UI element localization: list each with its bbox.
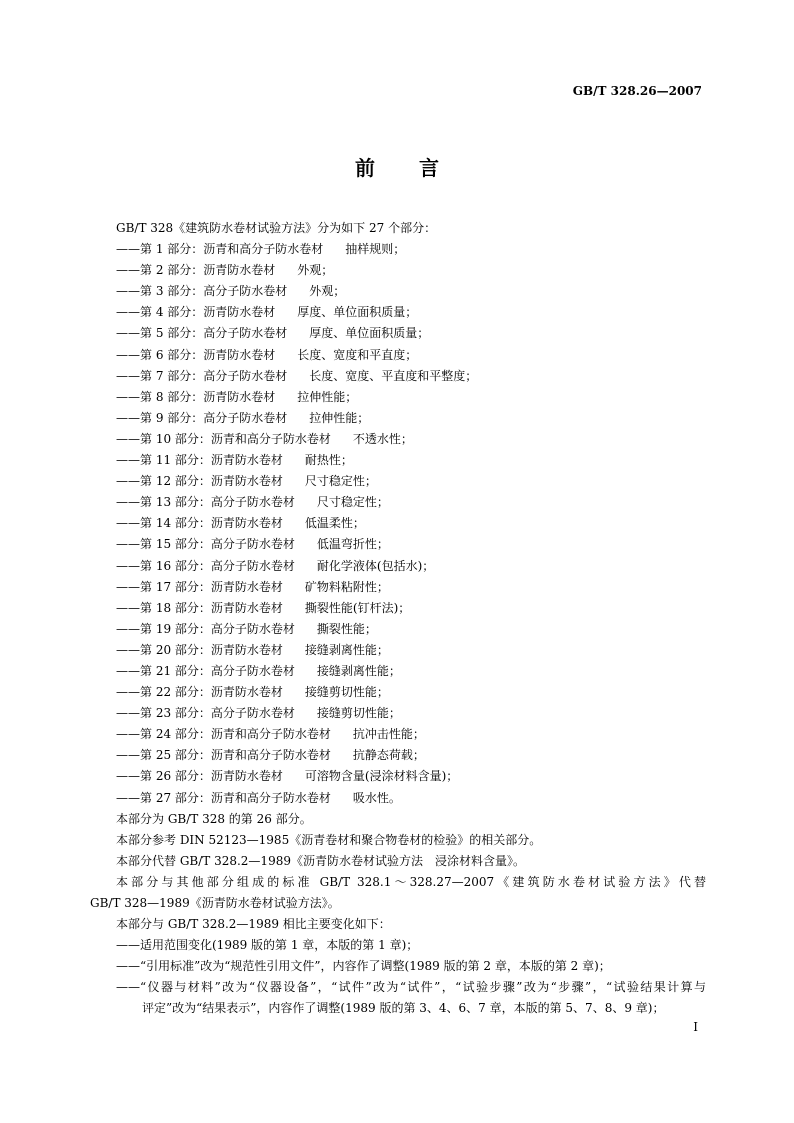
- part-list-item: [90, 640, 706, 661]
- part-list-item: [90, 471, 706, 492]
- part-number-label: ——第 9 部分：高分子防水卷材: [116, 410, 288, 425]
- page-title: 前言: [355, 156, 483, 180]
- statement-reference: 本部分参考 DIN 52123—1985《沥青卷材和聚合物卷材的检验》的相关部分。: [116, 832, 542, 847]
- part-list-item: [90, 281, 706, 302]
- part-number-label: ——第 21 部分：高分子防水卷材: [116, 663, 295, 678]
- parts-list: [90, 239, 706, 809]
- change-item-scope: ——适用范围变化(1989 版的第 1 章，本版的第 1 章)；: [116, 938, 419, 953]
- part-description: 矿物料粘附性；: [304, 579, 389, 594]
- part-description: 不透水性；: [352, 431, 413, 446]
- part-description: 尺寸稳定性；: [316, 495, 389, 510]
- change-item-instruments-line-1: ——“仪器与材料”改为“仪器设备”，“试件”改为“试件”，“试验步骤”改为“步骤”，“试验结果计算与: [116, 980, 706, 995]
- part-list-item: [90, 513, 706, 534]
- change-item-references: ——“引用标准”改为“规范性引用文件”，内容作了调整(1989 版的第 2 章，本版的第 2 章)；: [116, 959, 611, 974]
- part-description: 抽样规则；: [345, 242, 406, 257]
- part-list-item: [90, 534, 706, 555]
- part-list-item: [90, 492, 706, 513]
- foreword-body: [90, 218, 706, 1020]
- part-number-label: ——第 15 部分：高分子防水卷材: [116, 537, 295, 552]
- part-number-label: ——第 2 部分：沥青防水卷材: [116, 263, 276, 278]
- part-description: 外观；: [309, 284, 346, 299]
- part-description: 拉伸性能；: [309, 410, 370, 425]
- part-description: 抗冲击性能；: [352, 727, 425, 742]
- part-description: 长度、宽度、平直度和平整度；: [309, 368, 478, 383]
- change-item-instruments-line-2: 评定”改为“结果表示”，内容作了调整(1989 版的第 3、4、6、7 章，本版的第 5、7、8、9 章)；: [142, 1001, 665, 1016]
- part-number-label: ——第 18 部分：沥青防水卷材: [116, 600, 283, 615]
- part-list-item: [90, 703, 706, 724]
- part-description: 撕裂性能(钉杆法)；: [304, 600, 411, 615]
- part-number-label: ——第 17 部分：沥青防水卷材: [116, 579, 283, 594]
- part-description: 长度、宽度和平直度；: [297, 347, 418, 362]
- page-number: I: [693, 1020, 698, 1034]
- statement-composition-line-1: 本部分与其他部分组成的标准 GB/T 328.1～328.27—2007《建筑防水卷材试验方法》代替: [116, 874, 706, 889]
- part-number-label: ——第 26 部分：沥青防水卷材: [116, 769, 283, 784]
- part-list-item: [90, 302, 706, 323]
- part-list-item: [90, 577, 706, 598]
- part-description: 接缝剥离性能；: [316, 663, 401, 678]
- part-list-item: [90, 682, 706, 703]
- part-description: 抗静态荷载；: [352, 748, 425, 763]
- part-number-label: ——第 7 部分：高分子防水卷材: [116, 368, 288, 383]
- part-description: 撕裂性能；: [316, 621, 377, 636]
- part-list-item: [90, 745, 706, 766]
- part-number-label: ——第 8 部分：沥青防水卷材: [116, 389, 276, 404]
- part-description: 低温弯折性；: [316, 537, 389, 552]
- part-number-label: ——第 14 部分：沥青防水卷材: [116, 516, 283, 531]
- part-number-label: ——第 5 部分：高分子防水卷材: [116, 326, 288, 341]
- part-list-item: [90, 408, 706, 429]
- part-number-label: ——第 16 部分：高分子防水卷材: [116, 558, 295, 573]
- statement-part-number: 本部分为 GB/T 328 的第 26 部分。: [116, 811, 312, 826]
- part-number-label: ——第 19 部分：高分子防水卷材: [116, 621, 295, 636]
- part-description: 外观；: [297, 263, 334, 278]
- part-list-item: [90, 239, 706, 260]
- part-number-label: ——第 20 部分：沥青防水卷材: [116, 642, 283, 657]
- part-number-label: ——第 13 部分：高分子防水卷材: [116, 495, 295, 510]
- part-description: 厚度、单位面积质量；: [309, 326, 430, 341]
- part-number-label: ——第 6 部分：沥青防水卷材: [116, 347, 276, 362]
- part-list-item: [90, 450, 706, 471]
- part-number-label: ——第 23 部分：高分子防水卷材: [116, 706, 295, 721]
- part-list-item: [90, 345, 706, 366]
- part-list-item: [90, 788, 706, 809]
- part-description: 尺寸稳定性；: [304, 474, 377, 489]
- part-list-item: [90, 661, 706, 682]
- part-number-label: ——第 3 部分：高分子防水卷材: [116, 284, 288, 299]
- part-number-label: ——第 10 部分：沥青和高分子防水卷材: [116, 431, 331, 446]
- part-description: 接缝剥离性能；: [304, 642, 389, 657]
- part-description: 耐热性；: [304, 453, 353, 468]
- part-number-label: ——第 25 部分：沥青和高分子防水卷材: [116, 748, 331, 763]
- part-list-item: [90, 260, 706, 281]
- part-list-item: [90, 598, 706, 619]
- part-description: 厚度、单位面积质量；: [297, 305, 418, 320]
- statement-replaces: 本部分代替 GB/T 328.2—1989《沥青防水卷材试验方法 浸涂材料含量》。: [116, 853, 525, 868]
- part-list-item: [90, 323, 706, 344]
- part-list-item: [90, 429, 706, 450]
- part-description: 低温柔性；: [304, 516, 365, 531]
- part-list-item: [90, 724, 706, 745]
- part-list-item: [90, 366, 706, 387]
- standard-code: GB/T 328.26—2007: [572, 84, 702, 98]
- part-description: 吸水性。: [352, 790, 401, 805]
- part-number-label: ——第 27 部分：沥青和高分子防水卷材: [116, 790, 331, 805]
- statement-composition-line-2: GB/T 328—1989《沥青防水卷材试验方法》。: [90, 896, 340, 910]
- part-description: 接缝剪切性能；: [304, 685, 389, 700]
- part-description: 可溶物含量(浸涂材料含量)；: [304, 769, 459, 784]
- part-list-item: [90, 556, 706, 577]
- part-list-item: [90, 387, 706, 408]
- part-description: 拉伸性能；: [297, 389, 358, 404]
- part-list-item: [90, 766, 706, 787]
- part-description: 接缝剪切性能；: [316, 706, 401, 721]
- part-number-label: ——第 11 部分：沥青防水卷材: [116, 453, 283, 468]
- part-description: 耐化学液体(包括水)；: [316, 558, 435, 573]
- part-number-label: ——第 24 部分：沥青和高分子防水卷材: [116, 727, 331, 742]
- part-number-label: ——第 22 部分：沥青防水卷材: [116, 685, 283, 700]
- part-number-label: ——第 1 部分：沥青和高分子防水卷材: [116, 242, 324, 257]
- part-number-label: ——第 12 部分：沥青防水卷材: [116, 474, 283, 489]
- part-number-label: ——第 4 部分：沥青防水卷材: [116, 305, 276, 320]
- intro-paragraph: GB/T 328《建筑防水卷材试验方法》分为如下 27 个部分：: [116, 221, 437, 235]
- part-list-item: [90, 619, 706, 640]
- statement-changes-intro: 本部分与 GB/T 328.2—1989 相比主要变化如下：: [116, 917, 391, 932]
